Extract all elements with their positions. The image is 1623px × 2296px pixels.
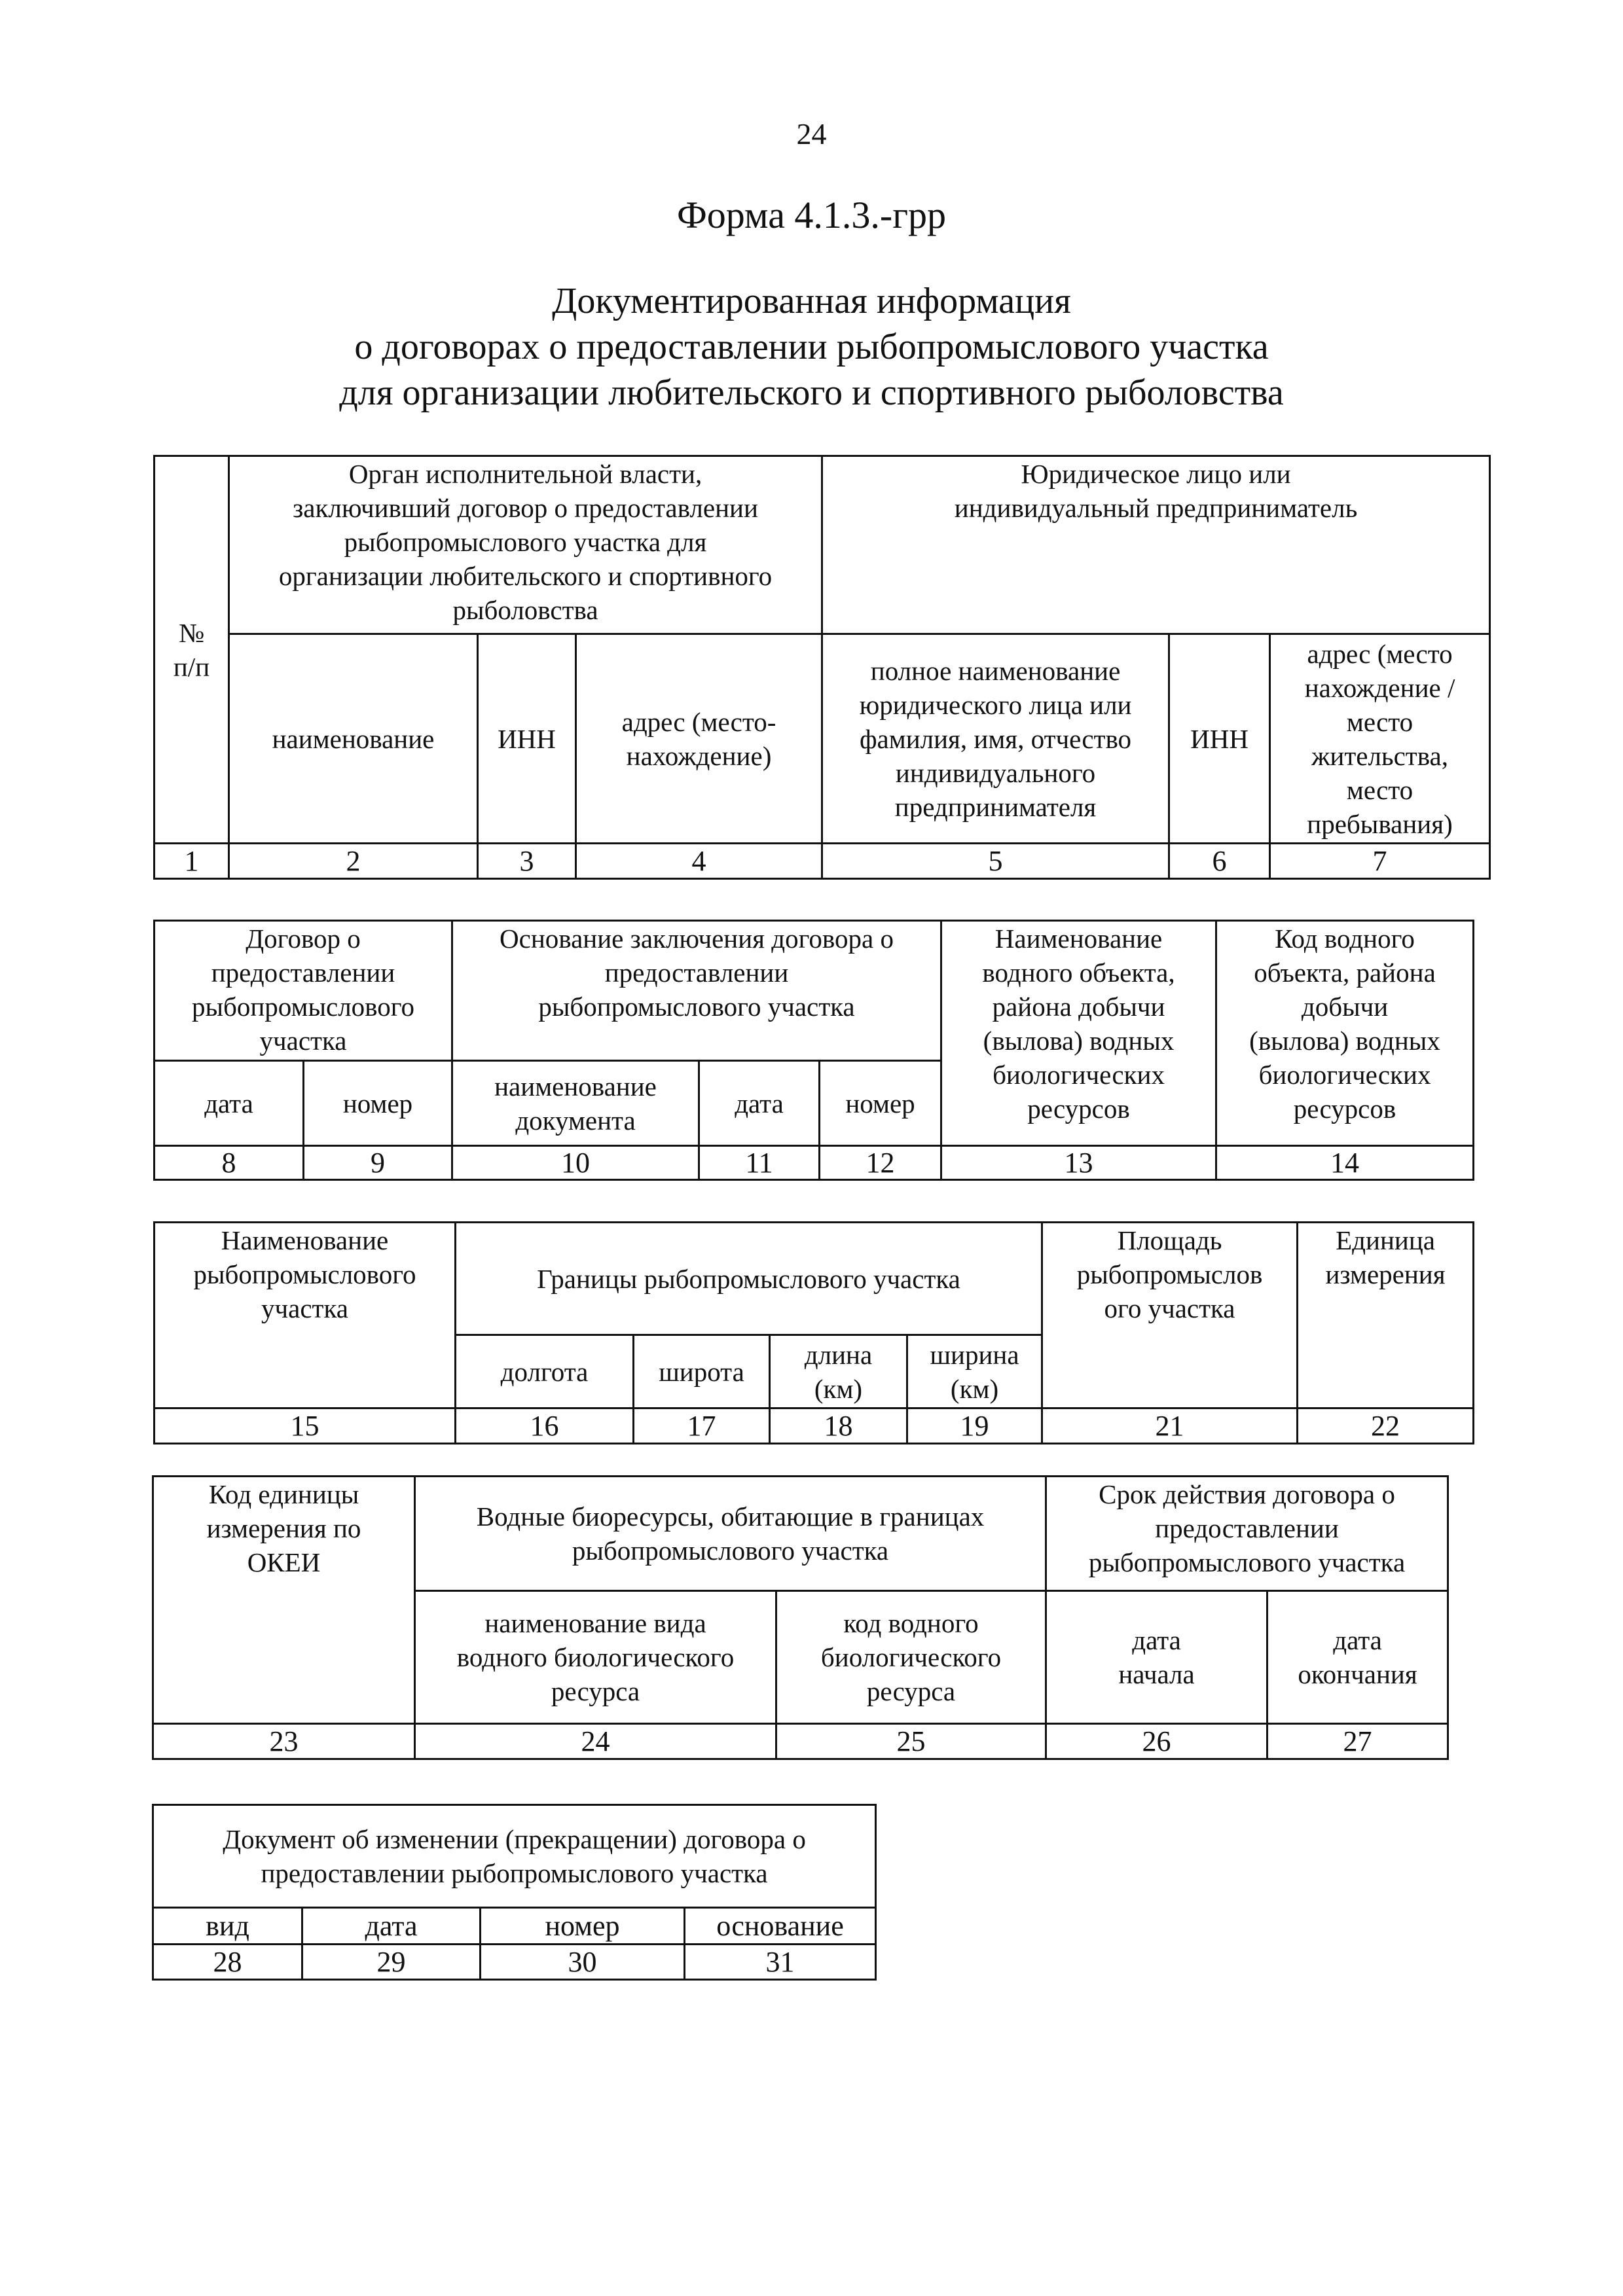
column-number: 2: [229, 844, 478, 879]
column-number: 28: [153, 1945, 302, 1980]
table-fishing-plot: [153, 1221, 1474, 1444]
column-number: 13: [941, 1146, 1216, 1180]
header-contract-term: Срок действия договора о предоставлении рыбопромыслового участка: [1046, 1477, 1448, 1591]
header-authority-address: адрес (место- нахождение): [576, 634, 822, 844]
header-plot-borders: Границы рыбопромыслового участка: [456, 1223, 1042, 1335]
header-plot-name: Наименование рыбопромыслового участка: [155, 1223, 456, 1408]
column-number: 30: [481, 1945, 685, 1980]
title-line-1: Документированная информация: [552, 281, 1071, 321]
header-water-object-code: Код водного объекта, района добычи (вылова) водных биологических ресурсов: [1216, 921, 1474, 1146]
header-change-type: вид: [153, 1908, 302, 1945]
document-title: [0, 278, 1623, 416]
column-number: 10: [452, 1146, 699, 1180]
table-contract-parties: [153, 455, 1491, 880]
header-row-number: № п/п: [155, 456, 229, 844]
column-number: 14: [1216, 1146, 1474, 1180]
table-bioresources: [152, 1475, 1449, 1760]
header-contract: Договор о предоставлении рыбопромыслового участка: [155, 921, 452, 1061]
header-species-name: наименование вида водного биологического ресурса: [415, 1591, 776, 1724]
column-number: 11: [699, 1146, 820, 1180]
column-number: 29: [302, 1945, 481, 1980]
column-number: 15: [155, 1408, 456, 1444]
header-bioresources: Водные биоресурсы, обитающие в границах рыбопромыслового участка: [415, 1477, 1046, 1591]
column-number: 19: [907, 1408, 1042, 1444]
header-water-object-name: Наименование водного объекта, района добычи (вылова) водных биологических ресурсов: [941, 921, 1216, 1146]
header-start-date: дата начала: [1046, 1591, 1267, 1724]
column-number: 24: [415, 1724, 776, 1759]
column-number: 18: [770, 1408, 907, 1444]
column-number: 27: [1267, 1724, 1448, 1759]
header-width: ширина (км): [907, 1335, 1042, 1408]
header-basis-document-name: наименование документа: [452, 1061, 699, 1146]
table-change-document: [152, 1804, 877, 1981]
header-change-document: Документ об изменении (прекращении) договора о предоставлении рыбопромыслового участка: [153, 1805, 876, 1908]
title-line-2: о договорах о предоставлении рыбопромыслового участка: [354, 327, 1269, 367]
page-number: 24: [796, 117, 827, 151]
column-number: 3: [478, 844, 576, 879]
column-number: 17: [634, 1408, 770, 1444]
table-contract-details: [153, 920, 1474, 1181]
column-number: 9: [304, 1146, 452, 1180]
header-basis-number: номер: [820, 1061, 941, 1146]
header-basis-date: дата: [699, 1061, 820, 1146]
header-authority-inn: ИНН: [478, 634, 576, 844]
column-number: 26: [1046, 1724, 1267, 1759]
header-unit: Единица измерения: [1298, 1223, 1474, 1408]
column-number: 12: [820, 1146, 941, 1180]
column-number: 31: [685, 1945, 876, 1980]
header-authority: Орган исполнительной власти, заключивший договор о предоставлении рыбопромыслового участка для организации любительского и спортивного рыболовства: [229, 456, 822, 634]
header-contract-number: номер: [304, 1061, 452, 1146]
header-entity-address: адрес (место нахождение / место жительства, место пребывания): [1270, 634, 1490, 844]
header-plot-area: Площадь рыбопромыслов ого участка: [1042, 1223, 1298, 1408]
header-latitude: широта: [634, 1335, 770, 1408]
header-entity-inn: ИНН: [1169, 634, 1270, 844]
header-unit-code-okei: Код единицы измерения по ОКЕИ: [153, 1477, 415, 1724]
column-number: 21: [1042, 1408, 1298, 1444]
column-number: 23: [153, 1724, 415, 1759]
column-number: 16: [456, 1408, 634, 1444]
header-change-number: номер: [481, 1908, 685, 1945]
title-line-3: для организации любительского и спортивного рыболовства: [339, 372, 1284, 413]
column-number: 8: [155, 1146, 304, 1180]
form-number: Форма 4.1.3.-грр: [676, 194, 947, 236]
header-contract-date: дата: [155, 1061, 304, 1146]
column-number: 4: [576, 844, 822, 879]
column-number: 7: [1270, 844, 1490, 879]
header-entity-name: полное наименование юридического лица или фамилия, имя, отчество индивидуального предпринимателя: [822, 634, 1169, 844]
column-number: 25: [776, 1724, 1046, 1759]
column-number: 1: [155, 844, 229, 879]
column-number: 22: [1298, 1408, 1474, 1444]
header-authority-name: наименование: [229, 634, 478, 844]
header-end-date: дата окончания: [1267, 1591, 1448, 1724]
header-longitude: долгота: [456, 1335, 634, 1408]
column-number: 5: [822, 844, 1169, 879]
header-legal-entity: Юридическое лицо или индивидуальный предприниматель: [822, 456, 1490, 634]
header-length: длина (км): [770, 1335, 907, 1408]
header-species-code: код водного биологического ресурса: [776, 1591, 1046, 1724]
header-change-basis: основание: [685, 1908, 876, 1945]
header-contract-basis: Основание заключения договора о предоставлении рыбопромыслового участка: [452, 921, 941, 1061]
header-change-date: дата: [302, 1908, 481, 1945]
column-number: 6: [1169, 844, 1270, 879]
